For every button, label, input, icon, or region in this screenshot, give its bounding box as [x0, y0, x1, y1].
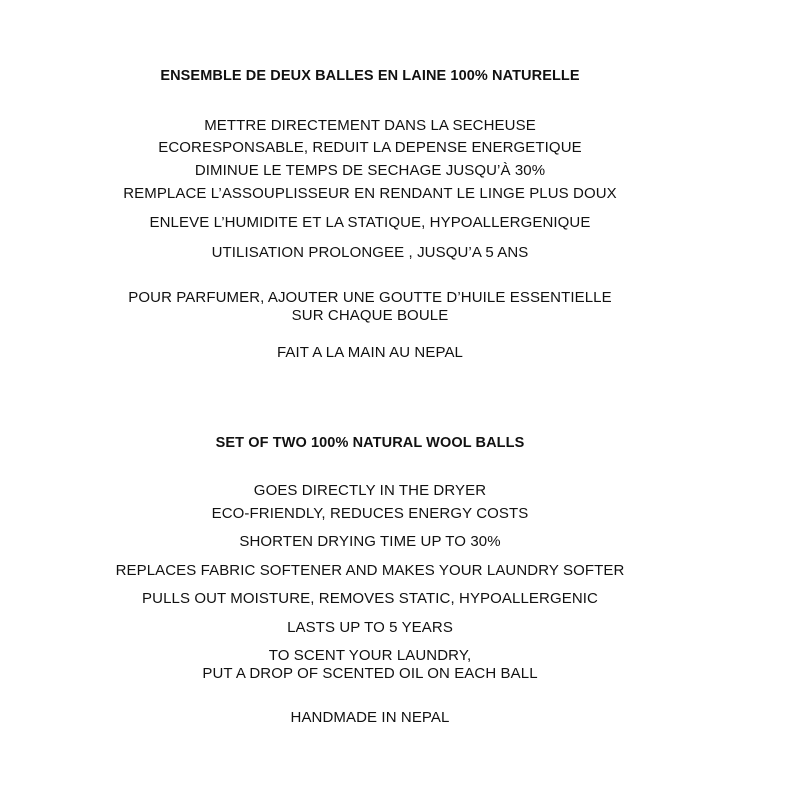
- english-line-drying-time: SHORTEN DRYING TIME UP TO 30%: [239, 533, 501, 550]
- french-line-static: ENLEVE L’HUMIDITE ET LA STATIQUE, HYPOALLERGENIQUE: [149, 214, 591, 231]
- english-line-softener: REPLACES FABRIC SOFTENER AND MAKES YOUR LAUNDRY SOFTER: [115, 562, 625, 579]
- french-line-drying-time: DIMINUE LE TEMPS DE SECHAGE JUSQU’À 30%: [194, 162, 546, 179]
- french-line-handmade: FAIT A LA MAIN AU NEPAL: [277, 344, 463, 361]
- english-line-duration: LASTS UP TO 5 YEARS: [287, 619, 453, 636]
- french-line-dryer: METTRE DIRECTEMENT DANS LA SECHEUSE: [204, 117, 536, 134]
- english-line-eco: ECO-FRIENDLY, REDUCES ENERGY COSTS: [211, 505, 529, 522]
- english-line-scent-1: TO SCENT YOUR LAUNDRY,: [268, 647, 472, 664]
- english-heading: SET OF TWO 100% NATURAL WOOL BALLS: [215, 435, 525, 451]
- english-line-dryer: GOES DIRECTLY IN THE DRYER: [253, 482, 487, 499]
- french-line-duration: UTILISATION PROLONGEE , JUSQU’A 5 ANS: [211, 244, 529, 261]
- french-line-eco: ECORESPONSABLE, REDUIT LA DEPENSE ENERGETIQUE: [158, 139, 582, 156]
- english-line-scent-2: PUT A DROP OF SCENTED OIL ON EACH BALL: [202, 665, 538, 682]
- english-line-handmade: HANDMADE IN NEPAL: [290, 709, 450, 726]
- french-line-scent-1: POUR PARFUMER, AJOUTER UNE GOUTTE D’HUILE ESSENTIELLE: [128, 289, 612, 306]
- french-line-softener: REMPLACE L’ASSOUPLISSEUR EN RENDANT LE LINGE PLUS DOUX: [123, 185, 617, 202]
- french-heading: ENSEMBLE DE DEUX BALLES EN LAINE 100% NATURELLE: [160, 68, 580, 84]
- english-line-static: PULLS OUT MOISTURE, REMOVES STATIC, HYPOALLERGENIC: [142, 590, 598, 607]
- french-line-scent-2: SUR CHAQUE BOULE: [291, 307, 449, 324]
